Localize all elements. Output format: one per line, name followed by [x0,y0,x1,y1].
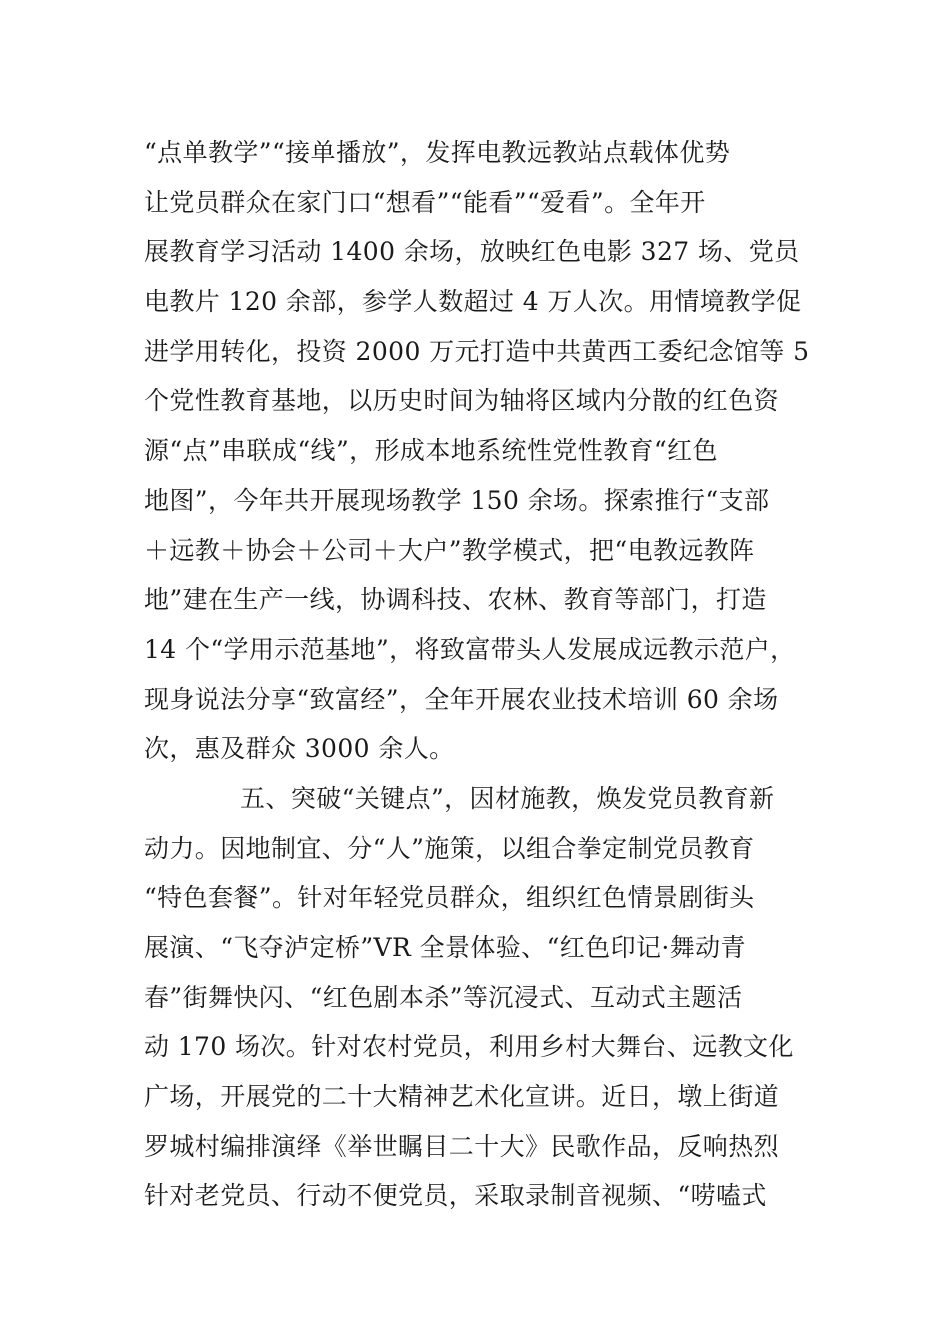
text-line: “特色套餐”。针对年轻党员群众，组织红色情景剧街头 [144,883,755,913]
body-text [144,128,824,1221]
text-line: 源“点”串联成“线”，形成本地系统性党性教育“红色 [144,436,718,466]
text-line: ＋远教＋协会＋公司＋大户”教学模式，把“电教远教阵 [144,535,755,565]
text-line: 针对老党员、行动不便党员，采取录制音视频、“唠嗑式 [144,1181,767,1211]
text-line: 动 170 场次。针对农村党员，利用乡村大舞台、远教文化 [144,1032,794,1062]
text-line: 罗城村编排演绎《举世瞩目二十大》民歌作品，反响热烈 [144,1131,780,1161]
text-line: 春”街舞快闪、“红色剧本杀”等沉浸式、互动式主题活 [144,982,743,1012]
text-line: 让党员群众在家门口“想看”“能看”“爱看”。全年开 [144,187,706,217]
text-line: 现身说法分享“致富经”，全年开展农业技术培训 60 余场 [144,684,779,714]
section-heading-line: 五、突破“关键点”，因材施教，焕发党员教育新 [240,783,775,813]
text-line: 次，惠及群众 3000 余人。 [144,734,455,764]
text-line: 地图”，今年共开展现场教学 150 余场。探索推行“支部 [144,485,770,515]
text-line: 动力。因地制宜、分“人”施策，以组合拳定制党员教育 [144,833,755,863]
text-line: 地”建在生产一线，协调科技、农林、教育等部门，打造 [144,585,767,615]
text-line: 展演、“飞夺泸定桥”VR 全景体验、“红色印记·舞动青 [144,933,746,962]
text-line: “点单教学”“接单播放”，发挥电教远教站点载体优势 [144,138,731,167]
text-line: 个党性教育基地，以历史时间为轴将区域内分散的红色资 [144,386,780,416]
text-line: 广场，开展党的二十大精神艺术化宣讲。近日，墩上街道 [144,1082,780,1112]
text-line: 14 个“学用示范基地”，将致富带头人发展成远教示范户， [144,634,796,664]
text-line: 电教片 120 余部，参学人数超过 4 万人次。用情境教学促 [144,287,802,317]
text-line: 展教育学习活动 1400 余场，放映红色电影 327 场、党员 [144,237,800,267]
text-line: 进学用转化，投资 2000 万元打造中共黄西工委纪念馆等 5 [144,336,810,366]
